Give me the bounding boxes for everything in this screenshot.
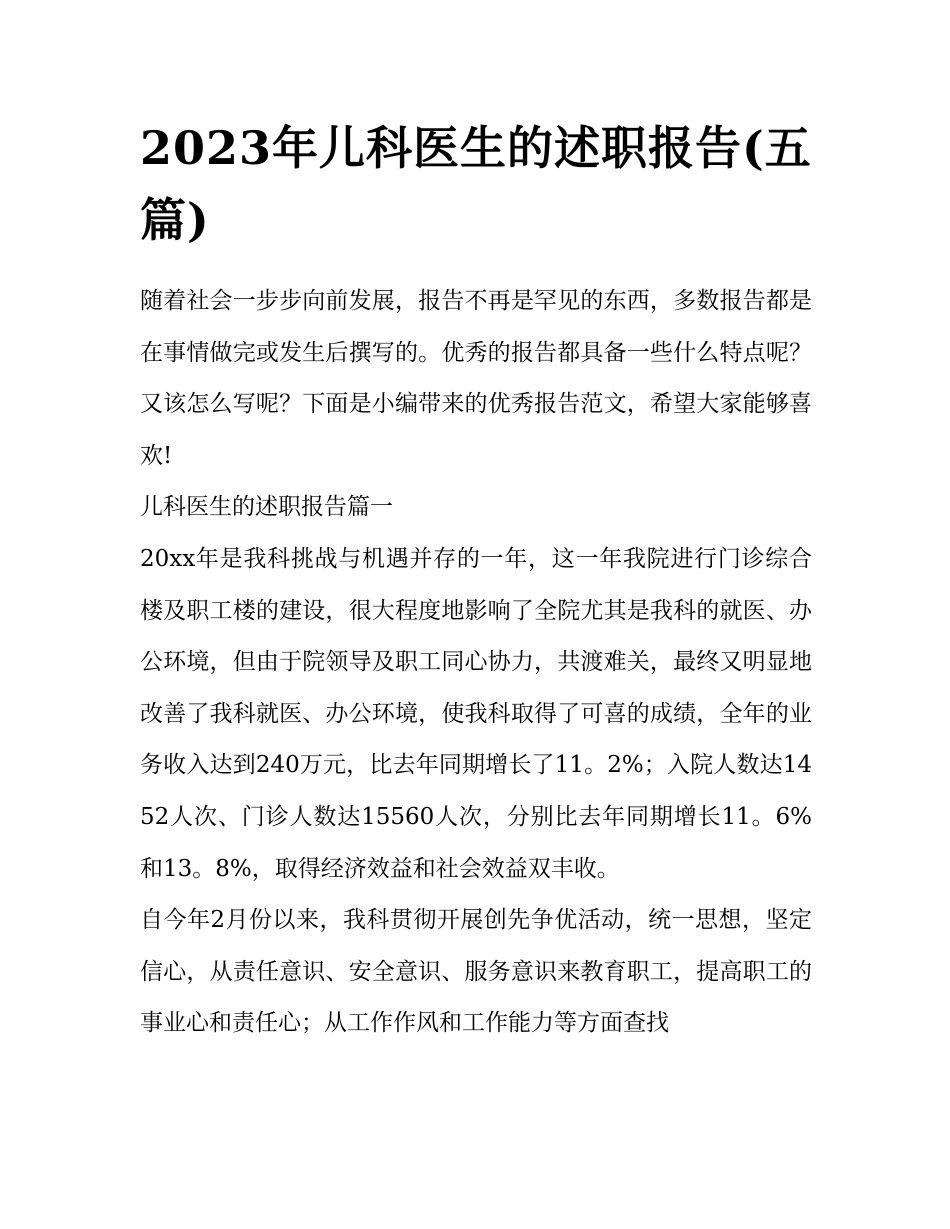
document-title: 2023年儿科医生的述职报告(五篇) <box>140 121 812 247</box>
intro-paragraph: 随着社会一步步向前发展，报告不再是罕见的东西，多数报告都是在事情做完或发生后撰写的。优秀的报告都具备一些什么特点呢？又该怎么写呢？下面是小编带来的优秀报告范文，希望大家能够喜欢! <box>140 288 812 469</box>
body-paragraph-2: 自今年2月份以来，我科贯彻开展创先争优活动，统一思想，坚定信心，从责任意识、安全意识、服务意识来教育职工，提高职工的事业心和责任心；从工作作风和工作能力等方面查找 <box>140 907 812 1037</box>
document-page <box>140 112 812 1050</box>
body-paragraph-1: 20xx年是我科挑战与机遇并存的一年，这一年我院进行门诊综合楼及职工楼的建设，很大程度地影响了全院尤其是我科的就医、办公环境，但由于院领导及职工同心协力，共渡难关，最终又明显地改善了我科就医、办公环境，使我科取得了可喜的成绩，全年的业务收入达到240万元，比去年同期增长了11。2%；入院人数达1452人次、门诊人数达15560人次，分别比去年同期增长11。6%和13。8%，取得经济效益和社会效益双丰收。 <box>140 545 812 882</box>
section-heading: 儿科医生的述职报告篇一 <box>140 494 393 521</box>
